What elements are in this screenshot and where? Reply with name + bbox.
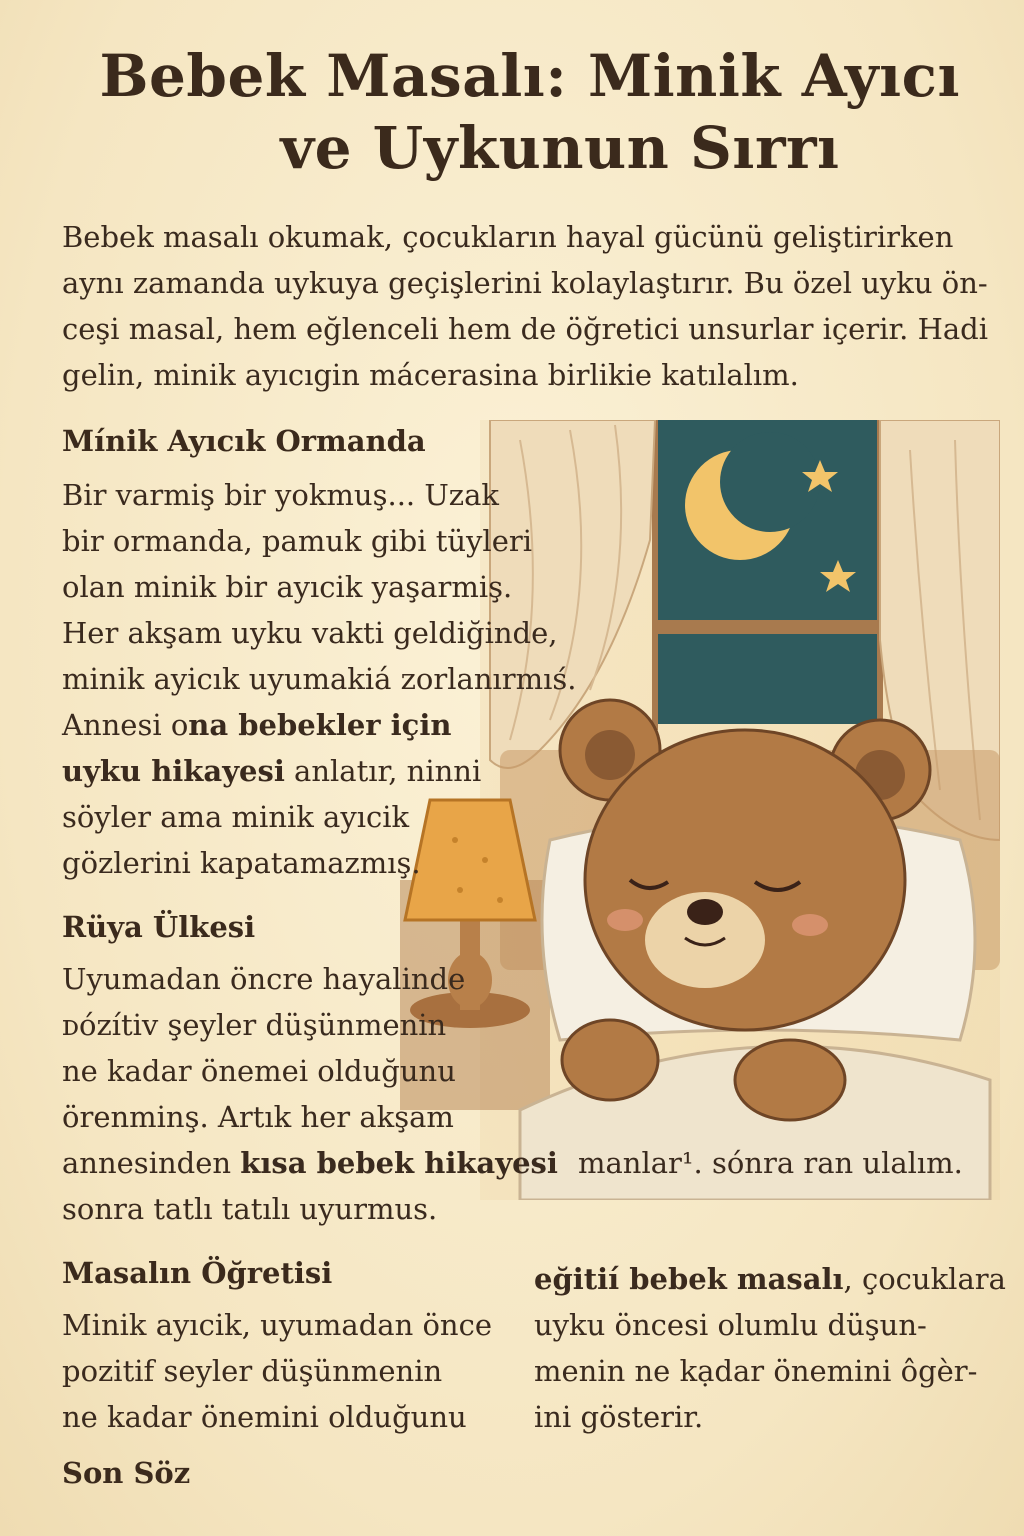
section3-line: menin ne kạdar önemini ôgèr- — [534, 1354, 978, 1388]
section3-text: , çocuklara — [843, 1262, 1006, 1296]
section2-heading: Rüya Ülkesi — [62, 910, 256, 944]
section1-line — [62, 702, 602, 748]
section1-line — [62, 748, 602, 794]
section1-line: minik ayicık uyumakiá zorlanırmıś. — [62, 662, 577, 696]
intro-line: aynı zamanda uykuya geçişlerini kolaylaştırır. Bu özel uyku ön- — [62, 266, 988, 300]
section1-text: anlatır, ninni — [284, 754, 482, 788]
section3-right-paragraph — [534, 1256, 1004, 1440]
intro-paragraph — [62, 214, 992, 398]
section4-heading: Son Söz — [62, 1456, 191, 1490]
section3-line: ne kadar önemini olduğunu — [62, 1400, 467, 1434]
section2-line: sonra tatlı tatılı uyurmus. — [62, 1192, 438, 1226]
section2-line: Uyumadan öncre hayalinde — [62, 962, 466, 996]
section2-fragment-line: manlar¹. sónra ran ulalım. — [578, 1146, 963, 1180]
page-title — [60, 40, 960, 184]
section3-line: uyku öncesi olumlu düşun- — [534, 1308, 927, 1342]
title-line-1: Bebek Masalı: Minik Ayıcı — [99, 42, 960, 110]
section1-line: Her akşam uyku vakti geldiğinde, — [62, 616, 558, 650]
section1-line: Bir varmiş bir yokmuş... Uzak — [62, 478, 499, 512]
section2-line — [62, 1140, 582, 1186]
keyword-bold: uyku hikayesi — [62, 754, 285, 788]
intro-line: gelin, minik ayıcıgin mácerasina birlikie katılalım. — [62, 358, 799, 392]
section3-left-paragraph — [62, 1302, 512, 1440]
section1-text: Annesi o — [62, 708, 189, 742]
section2-line: ᴅózítiv şeyler düşünmenin — [62, 1008, 447, 1042]
section2-line: ne kadar önemei olduğunu — [62, 1054, 456, 1088]
section1-heading: Mínik Ayıcık Ormanda — [62, 424, 426, 458]
section3-line — [534, 1256, 1004, 1302]
intro-line: ceşi masal, hem eğlenceli hem de öğretici unsurlar içerir. Hadi — [62, 312, 989, 346]
section3-line: pozitif seyler düşünmenin — [62, 1354, 443, 1388]
section3-line: Minik ayıcik, uyumadan önce — [62, 1308, 493, 1342]
section2-text: annesinden — [62, 1146, 241, 1180]
section2-paragraph — [62, 956, 582, 1232]
section1-line: söyler ama minik ayıcik — [62, 800, 410, 834]
section2-line: örenminş. Artık her akşam — [62, 1100, 454, 1134]
section1-line: bir ormanda, pamuk gibi tüyleri — [62, 524, 533, 558]
section2-fragment — [578, 1140, 963, 1186]
intro-line: Bebek masalı okumak, çocukların hayal gücünü geliştirirken — [62, 220, 954, 254]
section3-line: ini gösterir. — [534, 1400, 704, 1434]
section1-paragraph — [62, 472, 602, 886]
section1-line: olan minik bir ayıcik yaşarmiş. — [62, 570, 513, 604]
title-line-2: ve Uykunun Sırrı — [280, 114, 840, 182]
section3-heading: Masalın Öğretisi — [62, 1256, 333, 1290]
keyword-bold: kısa bebek hikayesi — [240, 1146, 558, 1180]
section1-line: gözlerini kapatamazmış. — [62, 846, 421, 880]
keyword-bold: eğitií bebek masalı — [534, 1262, 844, 1296]
keyword-bold: na bebekler için — [188, 708, 452, 742]
